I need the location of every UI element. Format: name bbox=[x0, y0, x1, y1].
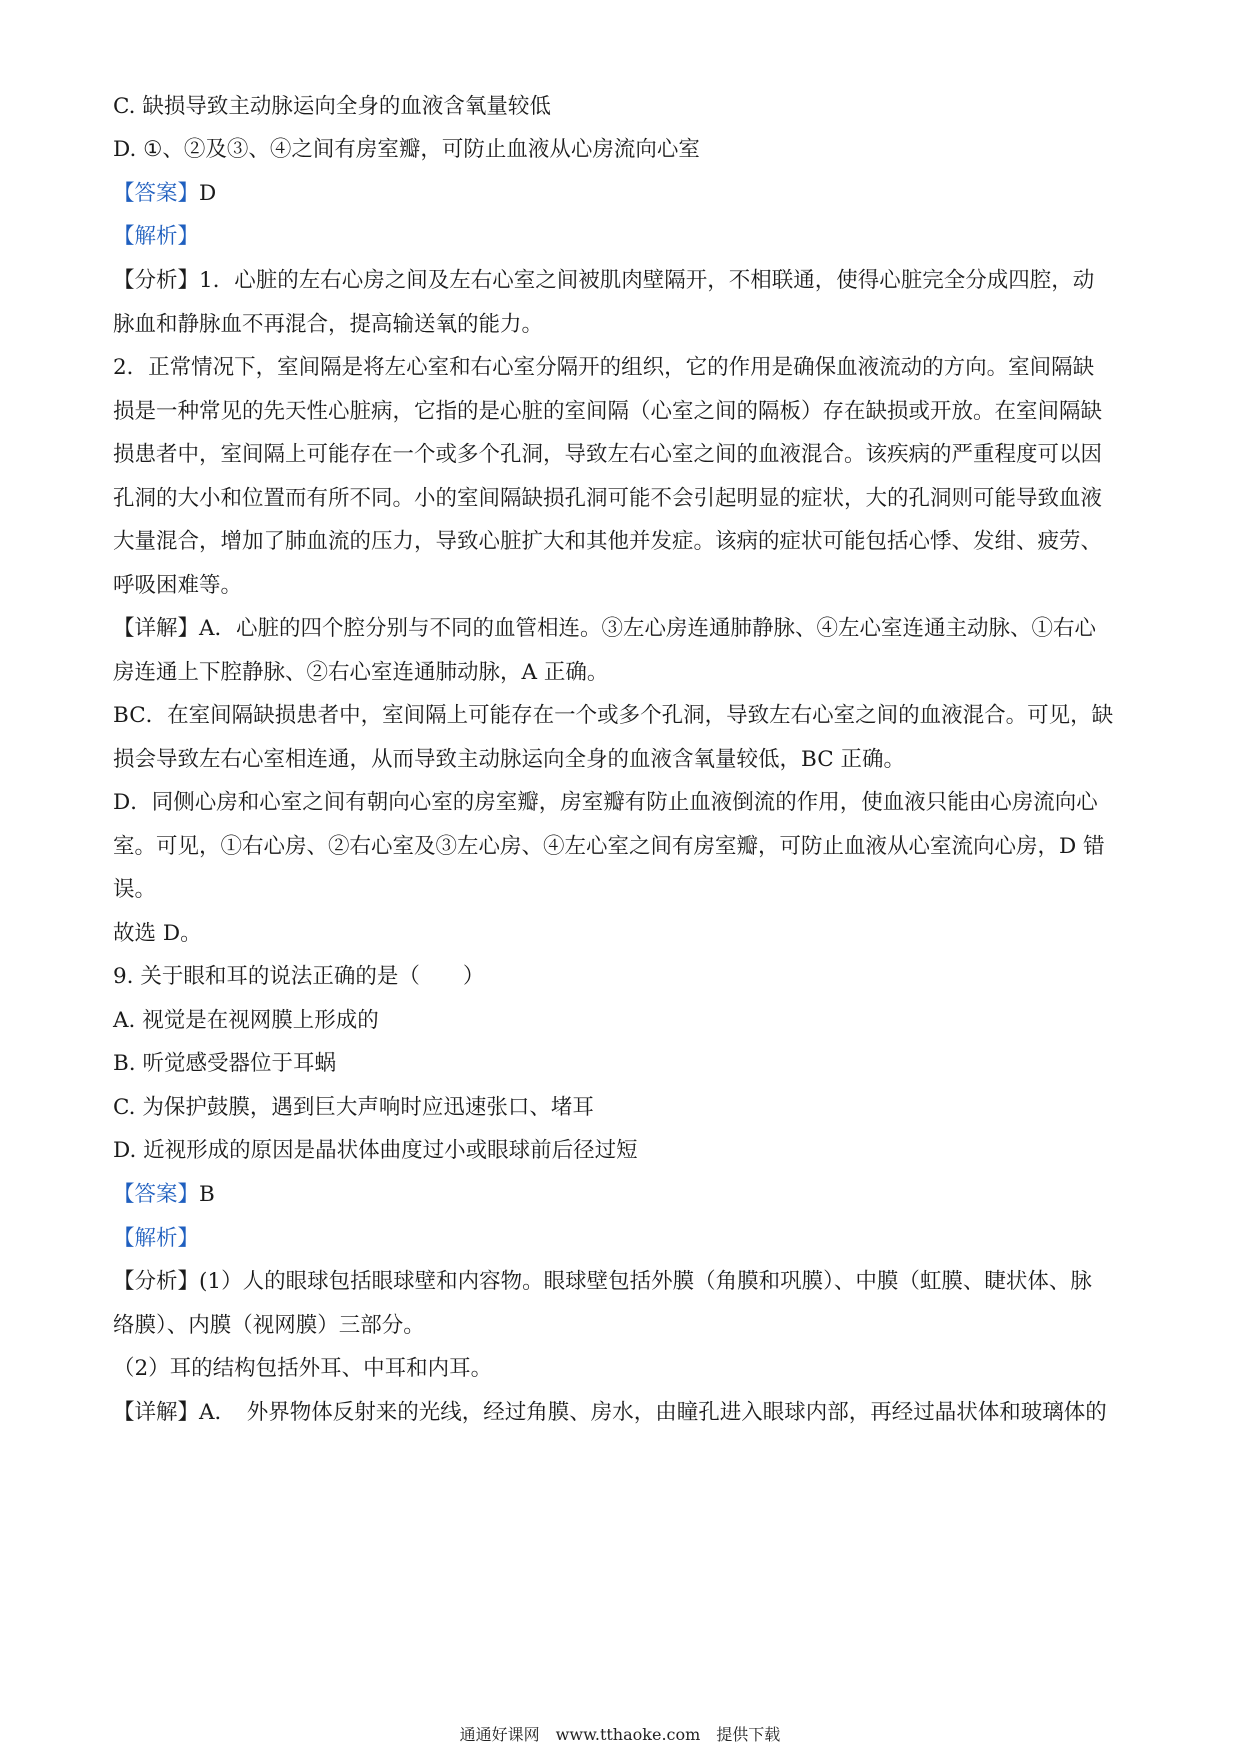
option-line: D. ①、②及③、④之间有房室瓣，可防止血液从心房流向心室 bbox=[113, 137, 700, 162]
detail-line: 【详解】A．心脏的四个腔分别与不同的血管相连。③左心房连通肺静脉、④左心室连通主动脉、①右心 bbox=[113, 616, 1097, 641]
body-line: 大量混合，增加了肺血流的压力，导致心脏扩大和其他并发症。该病的症状可能包括心悸、发绀、疲劳、 bbox=[113, 529, 1103, 554]
section-tag: 【分析】 bbox=[113, 268, 200, 293]
body-line: 损患者中，室间隔上可能存在一个或多个孔洞，导致左右心室之间的血液混合。该疾病的严重程度可以因 bbox=[113, 442, 1103, 467]
body-line: （2）耳的结构包括外耳、中耳和内耳。 bbox=[113, 1356, 493, 1381]
body-line: 房连通上下腔静脉、②右心室连通肺动脉，A 正确。 bbox=[113, 660, 609, 685]
option-line: D. 近视形成的原因是晶状体曲度过小或眼球前后径过短 bbox=[113, 1138, 638, 1163]
body-line: 孔洞的大小和位置而有所不同。小的室间隔缺损孔洞可能不会引起明显的症状，大的孔洞则可能导致血液 bbox=[113, 486, 1103, 511]
answer-line: 【答案】B bbox=[113, 1182, 215, 1207]
body-line: 室。可见，①右心房、②右心室及③左心房、④左心室之间有房室瓣，可防止血液从心室流向心房，D 错 bbox=[113, 834, 1105, 859]
option-line: B. 听觉感受器位于耳蜗 bbox=[113, 1051, 336, 1076]
page-footer: 通通好课网 www.tthaoke.com 提供下载 bbox=[459, 1725, 781, 1744]
section-tag: 【详解】 bbox=[113, 1400, 200, 1425]
answer-line: 【答案】D bbox=[113, 181, 217, 206]
question-stem: 9. 关于眼和耳的说法正确的是（ ） bbox=[113, 964, 485, 989]
body-line: 呼吸困难等。 bbox=[113, 573, 243, 598]
body-line: BC．在室间隔缺损患者中，室间隔上可能存在一个或多个孔洞，导致左右心室之间的血液混合。可见，缺 bbox=[113, 703, 1114, 728]
analysis-heading bbox=[113, 222, 1133, 252]
body-line: 2．正常情况下，室间隔是将左心室和右心室分隔开的组织，它的作用是确保血液流动的方向。室间隔缺 bbox=[113, 355, 1095, 380]
body-line: 损是一种常见的先天性心脏病，它指的是心脏的室间隔（心室之间的隔板）存在缺损或开放。在室间隔缺 bbox=[113, 399, 1103, 424]
body-line: 误。 bbox=[113, 877, 157, 902]
option-line: C. 为保护鼓膜，遇到巨大声响时应迅速张口、堵耳 bbox=[113, 1095, 594, 1120]
analysis-tag: 【解析】 bbox=[113, 224, 200, 249]
detail-line: 【详解】A． 外界物体反射来的光线，经过角膜、房水，由瞳孔进入眼球内部，再经过晶状体和玻璃体的 bbox=[113, 1400, 1107, 1425]
body-line: 故选 D。 bbox=[113, 921, 202, 946]
answer-tag: 【答案】 bbox=[113, 181, 200, 206]
analysis-line: 【分析】(1）人的眼球包括眼球壁和内容物。眼球壁包括外膜（角膜和巩膜）、中膜（虹膜、睫状体、脉 bbox=[113, 1269, 1092, 1294]
section-tag: 【分析】 bbox=[113, 1269, 200, 1294]
analysis-tag: 【解析】 bbox=[113, 1226, 200, 1251]
analysis-heading bbox=[113, 1224, 1133, 1254]
analysis-line: 【分析】1．心脏的左右心房之间及左右心室之间被肌肉壁隔开，不相联通，使得心脏完全分成四腔，动 bbox=[113, 268, 1095, 293]
answer-tag: 【答案】 bbox=[113, 1182, 200, 1207]
body-line: 脉血和静脉血不再混合，提高输送氧的能力。 bbox=[113, 312, 544, 337]
option-line: C. 缺损导致主动脉运向全身的血液含氧量较低 bbox=[113, 94, 551, 119]
body-line: D．同侧心房和心室之间有朝向心室的房室瓣，房室瓣有防止血液倒流的作用，使血液只能由心房流向心 bbox=[113, 790, 1098, 815]
option-line: A. 视觉是在视网膜上形成的 bbox=[113, 1008, 379, 1033]
body-line: 损会导致左右心室相连通，从而导致主动脉运向全身的血液含氧量较低，BC 正确。 bbox=[113, 747, 905, 772]
section-tag: 【详解】 bbox=[113, 616, 200, 641]
body-line: 络膜）、内膜（视网膜）三部分。 bbox=[113, 1313, 425, 1338]
